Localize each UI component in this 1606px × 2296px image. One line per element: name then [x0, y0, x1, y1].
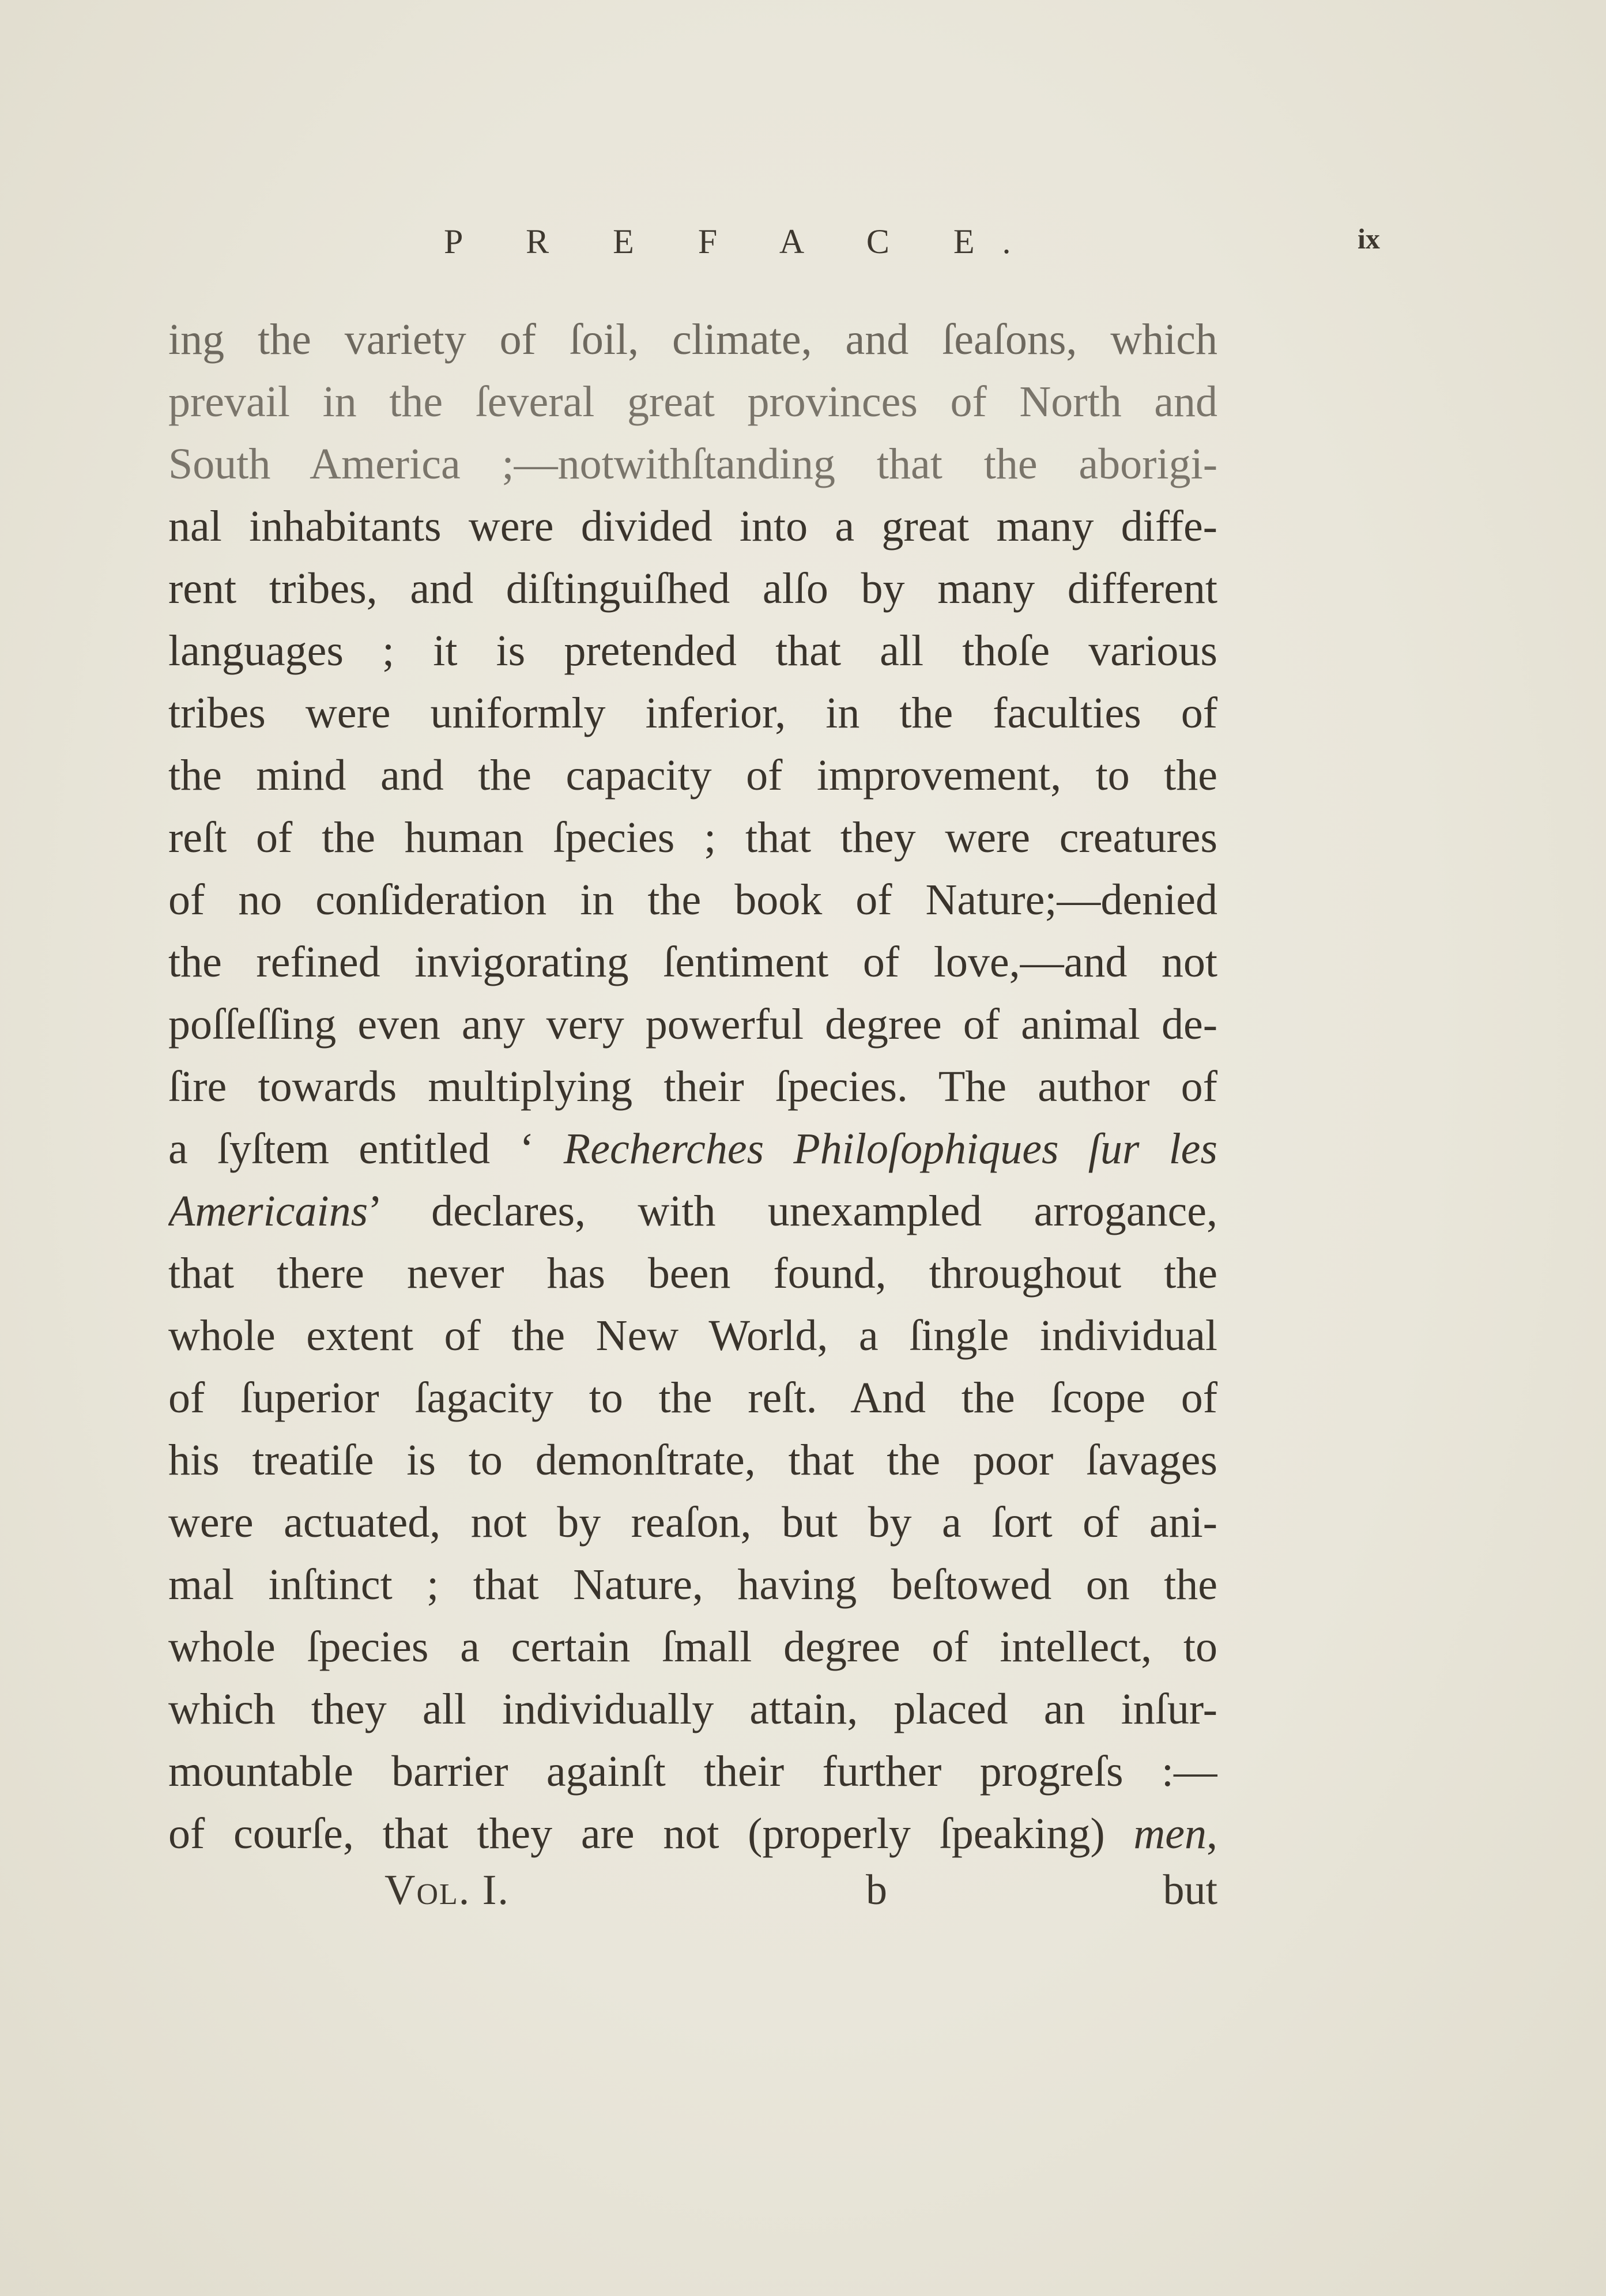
- text-line-25: [168, 1803, 1217, 1865]
- text-line-1: ing the variety of ſoil, climate, and ſeaſons, which: [168, 315, 1217, 364]
- gathering-signature: b: [866, 1867, 887, 1914]
- text-line-13: ſire towards multiplying their ſpecies. The author of: [168, 1062, 1217, 1111]
- body-text: [168, 308, 1217, 1865]
- page-number: ix: [1358, 223, 1380, 255]
- text-line-12: poſſeſſing even any very powerful degree of animal de-: [168, 1000, 1217, 1049]
- text-line-22: whole ſpecies a certain ſmall degree of intellect, to: [168, 1623, 1217, 1671]
- text-line-2: prevail in the ſeveral great provinces of North and: [168, 378, 1217, 426]
- catchword: but: [1163, 1867, 1217, 1914]
- text-line-25-italic: men: [1133, 1809, 1207, 1858]
- text-line-18: of ſuperior ſagacity to the reſt. And the ſcope of: [168, 1374, 1217, 1422]
- text-line-7: tribes were uniformly inferior, in the faculties of: [168, 689, 1217, 737]
- running-head: P R E F A C E.: [444, 223, 1039, 261]
- text-line-9: reſt of the human ſpecies ; that they were creatures: [168, 813, 1217, 862]
- text-line-20: were actuated, not by reaſon, but by a ſort of ani-: [168, 1498, 1217, 1547]
- text-line-25-roman: of courſe, that they are not (properly ſpeaking): [168, 1809, 1105, 1858]
- text-line-14-roman: a ſyſtem entitled ‘: [168, 1125, 534, 1173]
- text-line-15-roman: ’ declares, with unexampled arrogance,: [368, 1187, 1217, 1235]
- text-line-8: the mind and the capacity of improvement, to the: [168, 751, 1217, 800]
- text-line-15-italic: Americains: [168, 1187, 368, 1235]
- text-line-15: [168, 1180, 1217, 1242]
- text-line-23: which they all individually attain, placed an inſur-: [168, 1685, 1217, 1733]
- footer-line: [168, 1859, 1217, 1921]
- text-line-6: languages ; it is pretended that all thoſe various: [168, 627, 1217, 675]
- text-line-19: his treatiſe is to demonſtrate, that the poor ſavages: [168, 1436, 1217, 1484]
- text-line-16: that there never has been found, throughout the: [168, 1249, 1217, 1298]
- text-line-14: [168, 1118, 1217, 1180]
- volume-signature: Vol. I.: [384, 1867, 510, 1914]
- text-line-3: South America ;—notwithſtanding that the aborigi-: [168, 440, 1217, 488]
- text-line-4: nal inhabitants were divided into a great many diffe-: [168, 502, 1217, 551]
- text-line-14-italic: Recherches Philoſophiques ſur les: [563, 1125, 1217, 1173]
- text-line-25-comma: ,: [1207, 1809, 1217, 1858]
- text-line-11: the refined invigorating ſentiment of love,—and not: [168, 938, 1217, 986]
- text-line-24: mountable barrier againſt their further progreſs :—: [168, 1747, 1217, 1796]
- text-line-21: mal inſtinct ; that Nature, having beſtowed on the: [168, 1560, 1217, 1609]
- text-line-17: whole extent of the New World, a ſingle individual: [168, 1311, 1217, 1360]
- text-line-5: rent tribes, and diſtinguiſhed alſo by many different: [168, 564, 1217, 613]
- text-line-10: of no conſideration in the book of Nature;—denied: [168, 876, 1217, 924]
